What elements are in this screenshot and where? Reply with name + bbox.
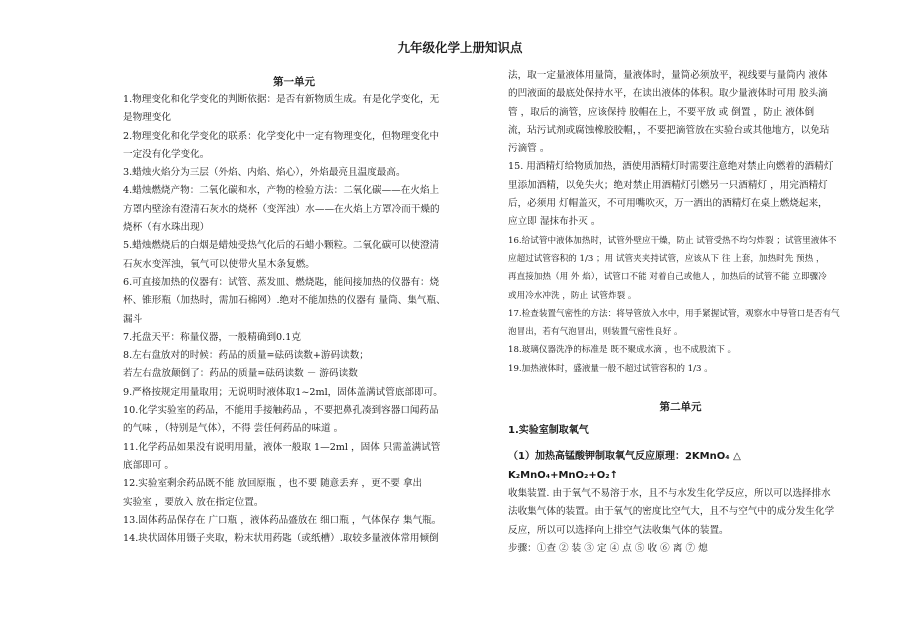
text-line: 或用冷水冲洗 ，防止 试管炸裂 。 [508,290,637,301]
text-line: 烧杯（有水珠出现） [123,222,210,234]
text-line: 反应，所以可以选择向上排空气法收集气体的装置。 [508,524,729,536]
text-line: 若左右盘放颠倒了：药品的质量=砝码读数 － 游码读数 [123,368,358,380]
text-line: 12.实验室剩余药品既不能 放回原瓶 ，也不要 随意丢弃 ，更不要 拿出 [123,478,423,490]
text-line: 收集装置. 由于氧气不易溶于水，且不与水发生化学反应，所以可以选择排水 [508,487,831,499]
text-line: 3.蜡烛火焰分为三层（外焰、内焰、焰心），外焰最亮且温度最高。 [123,167,406,179]
text-line: 漏斗 [123,313,143,325]
text-line: 的凹液面的最底处保持水平，在读出液体的体积。取少量液体时可用 胶头滴 [508,88,828,100]
text-line: 9.严格按规定用量取用；无说明时液体取1~2ml，固体盖满试管底部即可。 [123,386,443,398]
text-line: 管 ，取后的滴管，应该保持 胶帽在上，不要平放 或 倒置 ，防止 液体倒 [508,106,815,118]
text-line: 14.块状固体用镊子夹取，粉末状用药匙（或纸槽）.取较多量液体常用倾倒 [123,533,439,545]
text-line: 1.物理变化和化学变化的判断依据：是否有新物质生成。有是化学变化，无 [123,94,440,105]
right-content-a [508,67,853,232]
unit2-heading: 第二单元 [659,401,702,414]
right-content-c [508,485,853,558]
text-line: 的气味 ，（特别是气体），不得 尝任何药品的味道 。 [123,423,344,435]
text-line: 是物理变化 [123,112,171,124]
unit1-heading: 第一单元 [273,76,315,88]
text-line: 5.蜡烛燃烧后的白烟是蜡烛受热气化后的石蜡小颗粒。二氧化碳可以使澄清 [123,240,440,252]
text-line: 法，取一定量液体用量筒，量液体时，量筒必须放平，视线要与量筒内 液体 [508,70,828,81]
right-content-b [508,232,853,378]
text-line: 实验室 ，要放入 放在指定位置。 [123,496,264,508]
text-line: 泡冒出，若有气泡冒出，则装置气密性良好 。 [508,327,683,338]
text-line: 步骤：①查 ② 装 ③ 定 ④ 点 ⑤ 收 ⑥ 离 ⑦ 熄 [508,542,708,554]
page-title: 九年级化学上册知识点 [397,40,523,55]
text-line: 一定没有化学变化。 [123,148,210,160]
text-line: 11.化学药品如果没有说明用量，液体一般取 1—2ml ，固体 只需盖满试管 [123,441,441,453]
text-line: 再直接加热（用 外 焰），试管口不能 对着自己或他人 ，加热后的试管不能 立即骤冷 [508,272,827,283]
text-line: 应立即 湿抹布扑灭 。 [508,216,601,228]
text-line: 15. 用酒精灯给物质加热，酒使用酒精灯时需要注意绝对禁止向燃着的酒精灯 [508,161,834,173]
text-line: 流，玷污试剂或腐蚀橡胶胶帽，，不要把滴管放在实验台或其他地方，以免玷 [508,124,830,136]
left-column [123,73,465,548]
text-line: 19.加热液体时，盛液量一般不超过试管容积的 1/3 。 [508,363,713,374]
text-line: 后，必须用 灯帽盖灭，不可用嘴吹灭，万一洒出的酒精灯在桌上燃烧起来， [508,198,828,210]
right-column [508,67,853,558]
text-line: 杯、锥形瓶（加热时，需加石棉网）.绝对不能加热的仪器有 量筒、集气瓶、 [123,295,446,307]
text-line: 法收集气体的装置。由于氧气的密度比空气大，且不与空气中的成分发生化学 [508,506,835,518]
reaction-equation: （1）加热高锰酸钾制取氧气反应原理：2KMnO₄ △ K₂MnO₄+MnO₂+O₂↑ [508,451,741,481]
text-line: 10.化学实验室的药品，不能用手接触药品 ，不要把鼻孔凑到容器口闻药品 [123,405,439,417]
text-line: 2.物理变化和化学变化的联系：化学变化中一定有物理变化，但物理变化中 [123,130,440,142]
text-line: 18.玻璃仪器洗净的标准是 既不聚成水滴 ，也不成股流下 。 [508,345,737,356]
text-line: 石灰水变浑浊，氧气可以使带火星木条复燃。 [123,258,315,270]
text-line: 8.左右盘放对的时候：药品的质量=砝码读数+游码读数； [123,350,369,362]
text-line: 6.可直接加热的仪器有：试管、蒸发皿、燃烧匙，能间接加热的仪器有：烧 [123,276,440,288]
text-line: 7.托盘天平：称量仪器，一般精确到0.1克 [123,331,301,343]
unit1-content [123,91,465,548]
text-line: 应超过试管容积的 1/3 ；用 试管夹夹持试管，应该从下 往 上套，加热时先 预热 ， [508,253,825,264]
text-line: 污滴管 。 [508,143,550,155]
text-line: 17.检查装置气密性的方法：将导管放入水中，用手紧握试管，观察水中导管口是否有气 [508,308,840,319]
text-line: 16.给试管中液体加热时，试管外壁应干燥，防止 试管受热不均匀炸裂 ；试管里液体不 [508,235,837,246]
section-heading: 1.实验室制取氧气 [508,425,589,437]
text-line: 4.蜡烛燃烧产物：二氧化碳和水，产物的检验方法：二氧化碳——在火焰上 [123,185,440,197]
text-line: 里添加酒精，以免失火；绝对禁止用酒精灯引燃另一只酒精灯 ，用完酒精灯 [508,179,828,191]
text-line: 方罩内壁涂有澄清石灰水的烧杯（变浑浊）水——在火焰上方罩冷而干燥的 [123,203,440,215]
text-line: 底部即可 。 [123,459,175,471]
text-line: 13.固体药品保存在 广口瓶 ，液体药品盛放在 细口瓶 ，气体保存 集气瓶。 [123,514,442,526]
